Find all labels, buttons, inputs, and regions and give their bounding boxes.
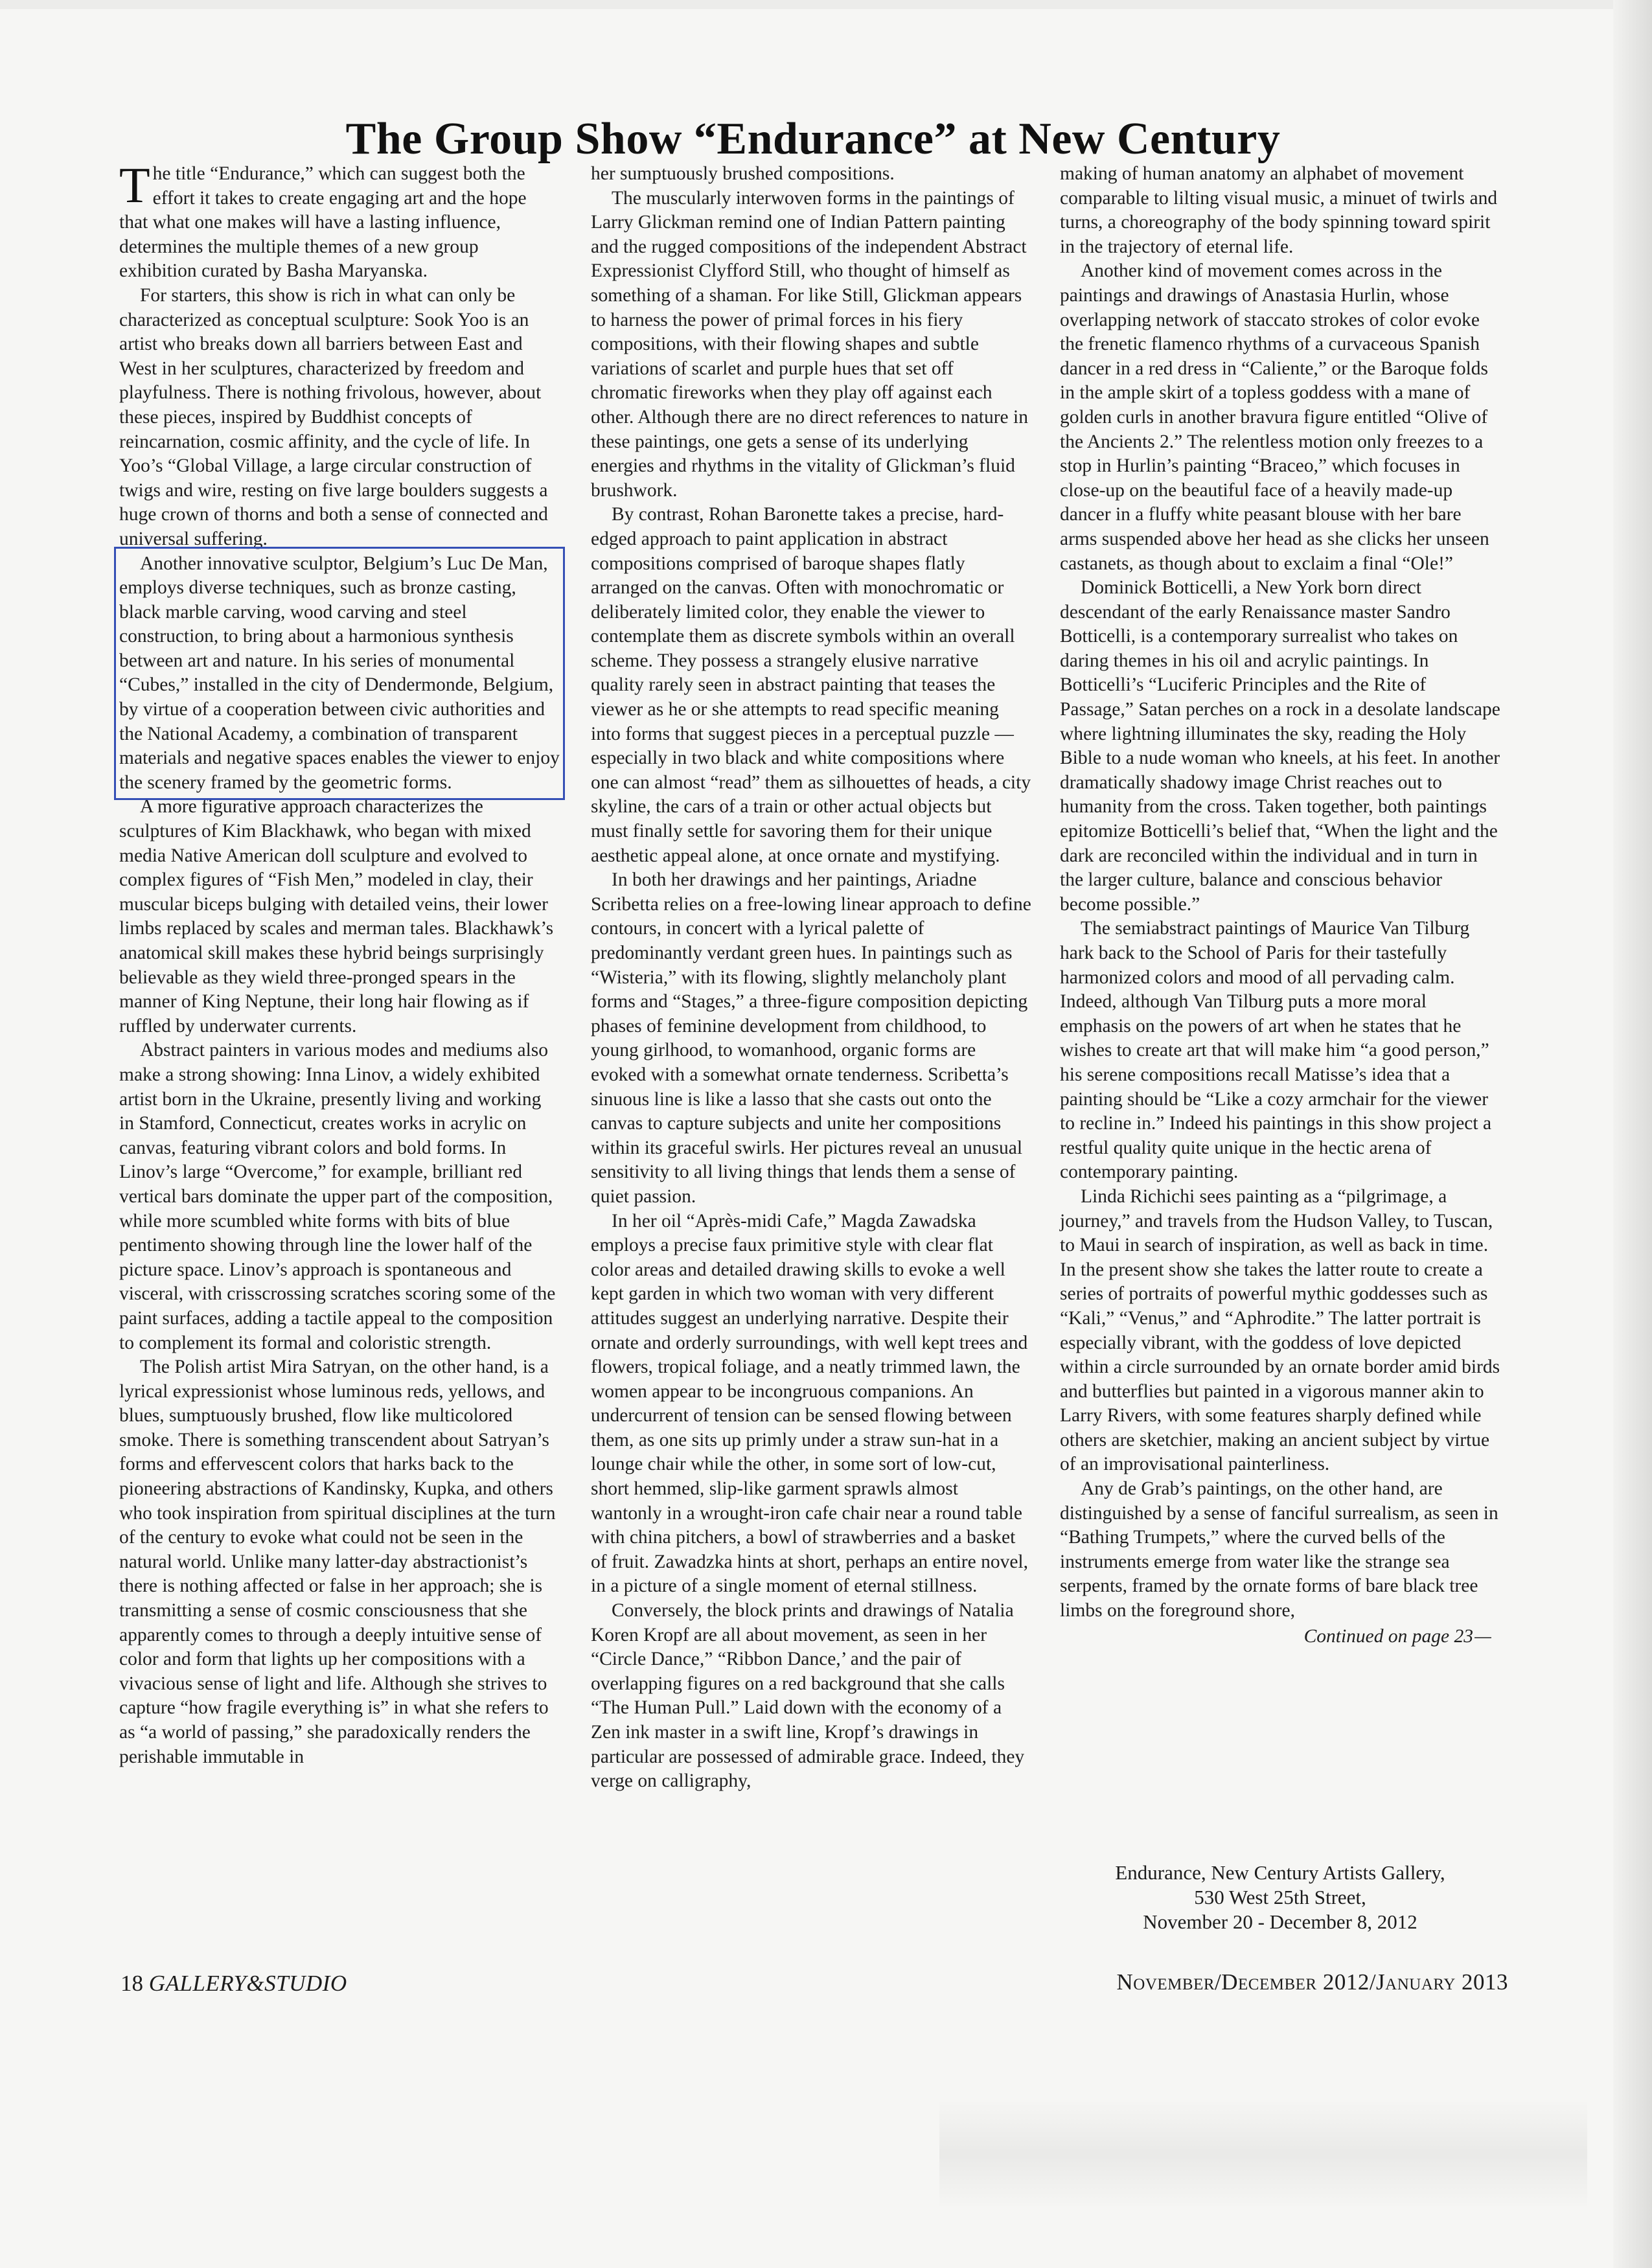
paragraph: The Polish artist Mira Satryan, on the other hand, is a lyrical expressionist whose luminous reds, yellows, and blues, sumptuously brushed, flow like multicolored smoke. There is something transcendent about Satryan’s forms and effervescent colors that harks back to the pioneering abstractions of Kandinsky, Kupka, and others who took inspiration from spiritual disciplines at the turn of the century to evoke what could not be seen in the natural world. Unlike many latter-day abstractionist’s there is nothing affected or false in her approach; she is transmitting a sense of cosmic consciousness that she apparently comes to through a deeply intuitive sense of color and form that lights up her compositions with a vivacious sense of light and life. Although she strives to capture “how fragile everything is” in what she refers to as “a world of passing,” she paradoxically renders the perishable immutable in xyxy=(119,1357,556,1767)
scan-shading xyxy=(939,2099,1587,2209)
continued-notice: Continued on page 23 xyxy=(1060,1625,1500,1649)
paragraph: By contrast, Rohan Baronette takes a precise, hard-edged approach to paint application in abstract compositions comprised of baroque shapes flatly arranged on the canvas. Often with monochromatic or deliberately limited color, they enable the viewer to contemplate them as discrete symbols within an overall scheme. They possess a strangely elusive narrative quality rarely seen in abstract painting that teases the viewer as he or she attempts to read specific meaning into forms that suggest pieces in a perceptual puzzle — especially in two black and white compositions where one can almost “read” them as silhouettes of heads, a city skyline, the cars of a train or other actual objects but must finally settle for savoring them for their unique aesthetic appeal alone, at once ornate and mystifying. xyxy=(591,504,1031,866)
paragraph: her sumptuously brushed compositions. xyxy=(591,163,895,184)
issue-date: November/December 2012/January 2013 xyxy=(1116,1969,1508,1995)
column-3 xyxy=(1060,162,1500,1649)
paragraph: In her oil “Après-midi Cafe,” Magda Zawadska employs a precise faux primitive style with clear flat color areas and detailed drawing skills to evoke a well kept garden in which two woman with very different attitudes suggest an underlying narrative. Despite their ornate and orderly surroundings, with well kept trees and flowers, tropical foliage, and a neatly trimmed lawn, the women appear to be incongruous companions. An undercurrent of tension can be sensed flowing between them, as one sits up primly under a straw sun-hat in a lounge chair while the other, in some sort of low-cut, short hemmed, slip-like garment sprawls almost wantonly in a wrought-iron cafe chair near a round table with china pitchers, a bowl of strawberries and a basket of fruit. Zawadzka hints at short, perhaps an entire novel, in a picture of a single moment of eternal stillness. xyxy=(591,1210,1028,1597)
page-number: 18 xyxy=(120,1971,143,1996)
paragraph: Dominick Botticelli, a New York born direct descendant of the early Renaissance master Sandro Botticelli, is a contemporary surrealist who takes on daring themes in his oil and acrylic paintings. In Botticelli’s “Luciferic Principles and the Rite of Passage,” Satan perches on a rock in a desolate landscape where lightning illuminates the sky, reading the Holy Bible to a nude woman who kneels, at his feet. In another dramatically shadowy image Christ reaches out to humanity from the cross. Taken together, both paintings epitomize Botticelli’s belief that, “When the light and the dark are reconciled within the individual and in turn in the larger culture, balance and conscious behavior become possible.” xyxy=(1060,577,1500,915)
paragraph xyxy=(119,157,560,284)
paragraph: Another kind of movement comes across in the paintings and drawings of Anastasia Hurlin, whose overlapping network of staccato strokes of color evoke the frenetic flamenco rhythms of a curvaceous Spanish dancer in a red dress in “Caliente,” or the Baroque folds in the ample skirt of a topless goddess with a mane of golden curls in another bravura figure entitled “Olive of the Ancients 2.” The relentless motion only freezes to a stop in Hurlin’s painting “Braceo,” which focuses in close-up on the beautiful face of a heavily made-up dancer in a fluffy white peasant blouse with her bare arms suspended above her head as she clicks her unseen castanets, as though about to exclaim a final “Ole!” xyxy=(1060,260,1489,574)
drop-cap: T xyxy=(119,157,150,213)
paragraph: In both her drawings and her paintings, Ariadne Scribetta relies on a free-lowing linear approach to define contours, in concert with a lyrical palette of predominantly verdant green hues. In paintings such as “Wisteria,” with its flowing, slightly melancholy plant forms and “Stages,” a three-figure composition depicting phases of feminine development from childhood, to young girlhood, to womanhood, organic forms are evoked with a somewhat ornate tenderness. Scribetta’s sinuous line is like a lasso that she casts out onto the canvas to capture subjects and unite her compositions within its graceful swirls. Her pictures reveal an unusual sensitivity to all living things that lends them a sense of quiet passion. xyxy=(591,869,1031,1207)
scan-edge-top xyxy=(0,0,1652,9)
exhibition-address: 530 West 25th Street, xyxy=(1194,1886,1366,1908)
paragraph: Conversely, the block prints and drawings of Natalia Koren Kropf are all about movement, as seen in her “Circle Dance,” “Ribbon Dance,’ and the pair of overlapping figures on a red background that she calls “The Human Pull.” Laid down with the economy of a Zen ink master in a swift line, Kropf’s drawings in particular are possessed of admirable grace. Indeed, they verge on calligraphy, xyxy=(591,1600,1025,1792)
paragraph: making of human anatomy an alphabet of movement comparable to lilting visual music, a minuet of twirls and turns, a choreography of the body spinning toward spirit in the trajectory of eternal life. xyxy=(1060,163,1498,257)
footer-folio xyxy=(120,1971,347,1997)
exhibition-dates: November 20 - December 8, 2012 xyxy=(1143,1910,1417,1933)
paragraph: Abstract painters in various modes and mediums also make a strong showing: Inna Linov, a widely exhibited artist born in the Ukraine, presently living and working in Stamford, Connecticut, creates works in acrylic on canvas, featuring vibrant colors and bold forms. In Linov’s large “Overcome,” for example, brilliant red vertical bars dominate the upper part of the composition, while more scumbled white forms with bits of blue pentimento showing through line the lower half of the picture space. Linov’s approach is spontaneous and visceral, with crisscrossing scratches scoring some of the paint surfaces, adding a tactile appeal to the composition to complement its formal and coloristic strength. xyxy=(119,1040,556,1353)
paragraph: Any de Grab’s paintings, on the other hand, are distinguished by a sense of fanciful surrealism, as seen in “Bathing Trumpets,” where the curved bells of the instruments emerge from water like the strange sea serpents, framed by the ornate forms of bare black tree limbs on the foreground shore, xyxy=(1060,1478,1498,1621)
paragraph: Linda Richichi sees painting as a “pilgrimage, a journey,” and travels from the Hudson Valley, to Tuscan, to Maui in search of inspiration, as well as back in time. In the present show she takes the latter route to create a series of portraits of powerful mythic goddesses such as “Kali,” “Venus,” and “Aphrodite.” The latter portrait is especially vibrant, with the goddess of love depicted within a circle surrounded by an ornate border amid birds and butterflies but painted in a vigorous manner akin to Larry Rivers, with some features sharply defined while others are sketchier, making an ancient subject by virtue of an improvisational painterliness. xyxy=(1060,1186,1500,1475)
scan-edge-right xyxy=(1613,0,1652,2268)
paragraph: A more figurative approach characterizes the sculptures of Kim Blackhawk, who began with mixed media Native American doll sculpture and evolved to complex figures of “Fish Men,” modeled in clay, their muscular biceps bulging with detailed veins, their lower limbs replaced by scales and merman tales. Blackhawk’s anatomical skill makes these hybrid beings surprisingly believable as they wield three-pronged spears in the manner of King Neptune, their long hair flowing as if ruffled by underwater currents. xyxy=(119,796,554,1037)
paragraph: The semiabstract paintings of Maurice Van Tilburg hark back to the School of Paris for their tastefully harmonized colors and mood of all pervading calm. Indeed, although Van Tilburg puts a more moral emphasis on the powers of art when he states that he wishes to create art that will make him “a good person,” his serene compositions recall Matisse’s idea that a painting should be “Like a cozy armchair for the viewer to recline in.” Indeed his paintings in this show project a restful quality quite unique in the hectic arena of contemporary painting. xyxy=(1060,918,1492,1183)
column-2 xyxy=(591,162,1031,1794)
highlighted-paragraph: Another innovative sculptor, Belgium’s Luc De Man, employs diverse techniques, such as bronze casting, black marble carving, wood carving and steel construction, to bring about a harmonious synthesis between art and nature. In his series of monumental “Cubes,” installed in the city of Dendermonde, Belgium, by virtue of a cooperation between civic authorities and the National Academy, a combination of transparent materials and negative spaces enables the viewer to enjoy the scenery framed by the geometric forms. xyxy=(119,552,560,796)
exhibition-venue: Endurance, New Century Artists Gallery, xyxy=(1115,1861,1445,1884)
column-1 xyxy=(119,157,560,1769)
article-title: The Group Show “Endurance” at New Century xyxy=(345,113,1281,164)
paragraph: The muscularly interwoven forms in the paintings of Larry Glickman remind one of Indian Pattern painting and the rugged compositions of the independent Abstract Expressionist Clyfford Still, who thought of himself as something of a shaman. For like Still, Glickman appears to harness the power of primal forces in his fiery compositions, with their flowing shapes and subtle variations of scarlet and purple hues that set off chromatic fireworks when they play off against each other. Although there are no direct references to nature in these paintings, one gets a sense of its underlying energies and rhythms in the vitality of Glickman’s fluid brushwork. xyxy=(591,187,1028,501)
paragraph: For starters, this show is rich in what can only be characterized as conceptual sculpture: Sook Yoo is an artist who breaks down all barriers between East and West in her sculptures, characterized by freedom and playfulness. There is nothing frivolous, however, about these pieces, inspired by Buddhist concepts of reincarnation, cosmic affinity, and the cycle of life. In Yoo’s “Global Village, a large circular construction of twigs and wire, resting on five large boulders suggests a huge crown of thorns and both a sense of connected and universal suffering. xyxy=(119,284,548,549)
publication-name: GALLERY&STUDIO xyxy=(148,1971,347,1996)
paragraph-text: he title “Endurance,” which can suggest both the effort it takes to create engaging art and the hope that what one makes will have a lasting influence, determines the multiple themes of a new group exhibition curated by Basha Maryanska. xyxy=(119,163,527,282)
exhibition-info xyxy=(1060,1861,1500,1934)
